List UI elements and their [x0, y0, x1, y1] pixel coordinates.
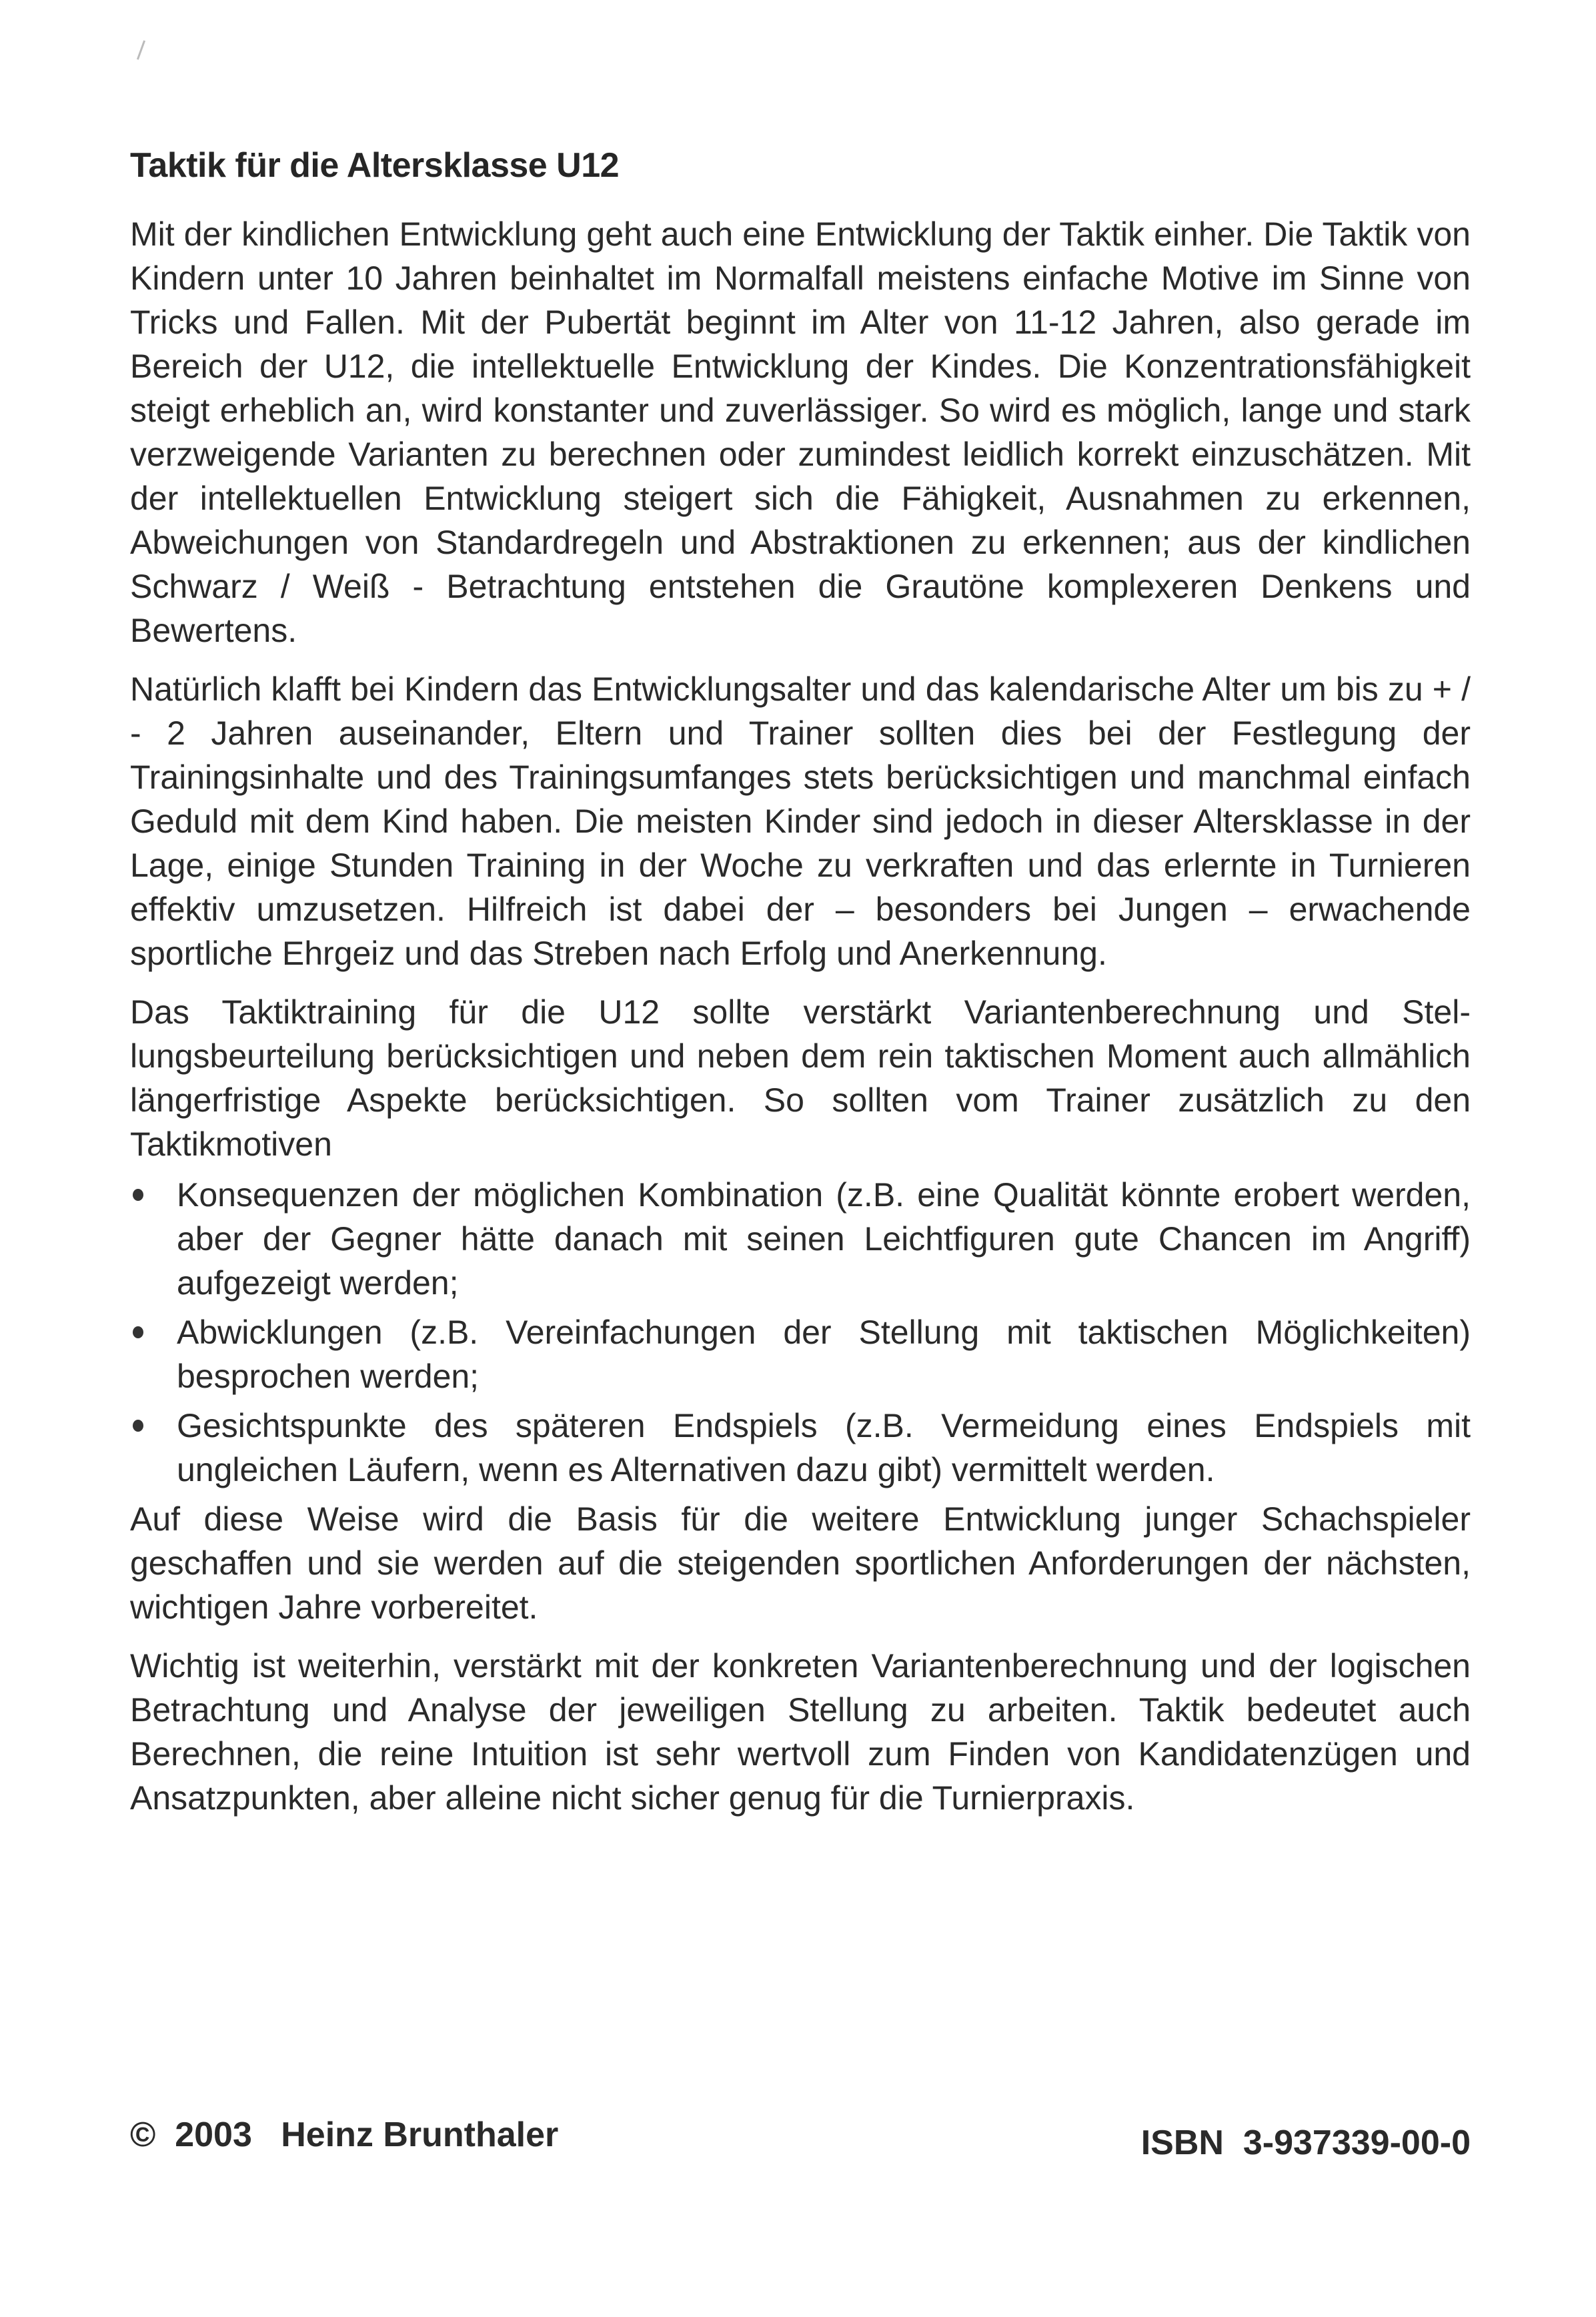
copyright-notice: © 2003 Heinz Brunthaler: [130, 2116, 559, 2154]
paragraph: Wichtig ist weiterhin, verstärkt mit der konkreten Variantenberechnung und der logischen Betrachtung und Analyse der jeweiligen Stellung zu arbeiten. Taktik bedeutet auch Berechnen, die reine Intuition ist sehr wertvoll zum Finden von Kandidatenzügen und Ansatzpunkten, aber alleine nicht sicher genug für die Turnierpraxis.: [130, 1647, 1471, 1817]
paragraph: Das Taktiktraining für die U12 sollte verstärkt Variantenberechnung und Stellungsbeurteilung berücksichtigen und neben dem rein taktischen Moment auch allmählich längerfristige Aspekte berücksichtigen. So sollten vom Trainer zusätzlich zu den Taktikmotiven: [130, 993, 1471, 1163]
page-title: Taktik für die Altersklasse U12: [130, 146, 620, 185]
bullet-list: [130, 1173, 1471, 1492]
list-item: [130, 1310, 1471, 1398]
isbn: ISBN 3-937339-00-0: [1140, 2124, 1471, 2162]
paragraph: Natürlich klafft bei Kindern das Entwicklungsalter und das kalendarische Alter um bis zu + / - 2 Jahren auseinander, Eltern und Trainer sollten dies bei der Festlegung der Trainingsinhalte und des Trainingsumfanges stets berücksichtigen und manchmal einfach Geduld mit dem Kind haben. Die meisten Kinder sind jedoch in dieser Altersklasse in der Lage, einige Stunden Training in der Woche zu verkraften und das erlernte in Turnieren effektiv umzusetzen. Hilfreich ist dabei der – besonders bei Jungen – erwachende sportliche Ehrgeiz und das Streben nach Erfolg und Anerkennung.: [130, 670, 1471, 972]
document-body: [130, 212, 1471, 1835]
paragraph: Mit der kindlichen Entwicklung geht auch eine Entwicklung der Taktik einher. Die Taktik von Kindern unter 10 Jahren beinhaltet im Normalfall meistens einfache Motive im Sinne von Tricks und Fallen. Mit der Pubertät beginnt im Alter von 11-12 Jahren, also gerade im Bereich der U12, die intellektuelle Entwicklung der Kindes. Die Konzentrationsfähigkeit steigt erheblich an, wird konstanter und zuverlässiger. So wird es möglich, lange und stark verzweigende Varianten zu berechnen oder zumindest leidlich korrekt einzuschätzen. Mit der intellektuellen Entwicklung steigert sich die Fähigkeit, Ausnahmen zu erkennen, Abweichungen von Standardregeln und Abstraktionen zu erkennen; aus der kindlichen Schwarz / Weiß - Betrachtung entstehen die Grautöne komplexeren Denkens und Bewertens.: [130, 215, 1471, 649]
scan-artifact: [137, 40, 145, 59]
list-item-text: Abwicklungen (z.B. Vereinfachungen der Stellung mit taktischen Möglichkeiten) besprochen werden;: [177, 1314, 1471, 1395]
bullet-icon: [133, 1326, 143, 1338]
bullet-icon: [133, 1420, 143, 1432]
list-item-text: Konsequenzen der möglichen Kombination (z.B. eine Qualität könnte erobert werden, aber der Gegner hätte danach mit seinen Leichtfiguren gute Chancen im Angriff) aufgezeigt werden;: [177, 1176, 1471, 1302]
list-item-text: Gesichtspunkte des späteren Endspiels (z.B. Vermeidung eines Endspiels mit ungleichen Läufern, wenn es Alternativen dazu gibt) vermittelt werden.: [177, 1407, 1471, 1488]
list-item: [130, 1404, 1471, 1492]
bullet-icon: [133, 1189, 143, 1201]
paragraph: Auf diese Weise wird die Basis für die weitere Entwicklung junger Schachspieler geschaffen und sie werden auf die steigenden sportlichen Anforderungen der nächsten, wichtigen Jahre vorbereitet.: [130, 1500, 1471, 1626]
list-item: [130, 1173, 1471, 1305]
